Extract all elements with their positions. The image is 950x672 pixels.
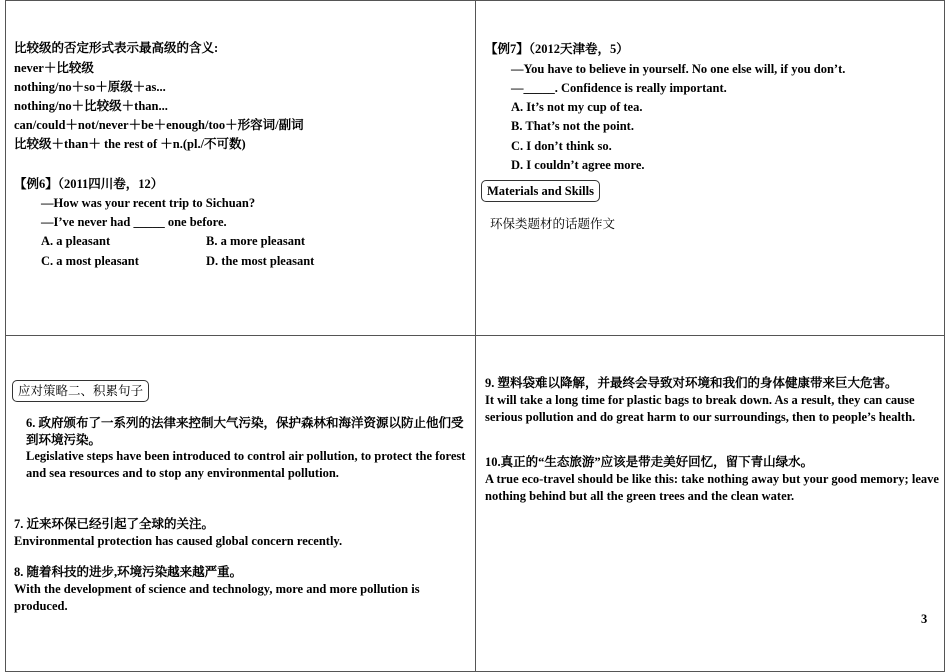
- rule-line: never＋比较级: [14, 61, 94, 75]
- option-d: D. I couldn’t agree more.: [511, 158, 645, 172]
- dialogue-line: —I’ve never had _____ one before.: [41, 215, 227, 229]
- option-d: D. the most pleasant: [206, 254, 315, 268]
- option-b: B. That’s not the point.: [511, 119, 634, 133]
- sentence-9-cn: 9. 塑料袋难以降解，并最终会导致对环境和我们的身体健康带来巨大危害。: [485, 376, 898, 390]
- option-c: C. a most pleasant: [41, 254, 139, 268]
- sentence-7-en: Environmental protection has caused global concern recently.: [14, 534, 343, 548]
- rule-line: nothing/no＋so＋原级＋as...: [14, 80, 166, 94]
- example-label: 【例6】（2011四川卷，12）: [14, 177, 164, 191]
- sentence-10-cn: 10.真正的“生态旅游”应该是带走美好回忆，留下青山绿水。: [485, 455, 814, 469]
- sentence-6-en: Legislative steps have been introduced to control air pollution, to protect the forest and sea resources and to stop any environmental pollution.: [26, 449, 466, 480]
- page-number: 3: [921, 612, 928, 626]
- option-a: A. It’s not my cup of tea.: [511, 100, 643, 114]
- sentence-7-cn: 7. 近来环保已经引起了全球的关注。: [14, 517, 215, 531]
- example-label: 【例7】（2012天津卷，5）: [485, 42, 629, 56]
- sentence-10-en: A true eco-travel should be like this: take nothing away but your good memory; leave nothing behind but all the green trees and the clean water.: [485, 472, 939, 503]
- dialogue-line: —_____. Confidence is really important.: [511, 81, 727, 95]
- rule-line: can/could＋not/never＋be＋enough/too＋形容词/副词: [14, 118, 304, 132]
- dialogue-line: —You have to believe in yourself. No one else will, if you don’t.: [511, 62, 846, 76]
- option-a: A. a pleasant: [41, 234, 111, 248]
- horizontal-divider: [5, 335, 945, 336]
- rule-line: nothing/no＋比较级＋than...: [14, 99, 168, 113]
- vertical-divider: [475, 0, 476, 672]
- sentence-9-en: It will take a long time for plastic bags to break down. As a result, they can cause serious pollution and do great harm to our surroundings, then to people’s health.: [485, 393, 916, 424]
- sentence-8-cn: 8. 随着科技的进步,环境污染越来越严重。: [14, 565, 243, 579]
- dialogue-line: —How was your recent trip to Sichuan?: [41, 196, 256, 210]
- rule-line: 比较级＋than＋ the rest of ＋n.(pl./不可数): [14, 137, 246, 151]
- option-c: C. I don’t think so.: [511, 139, 612, 153]
- topic-text: 环保类题材的话题作文: [490, 217, 616, 231]
- sentence-8-en: With the development of science and technology, more and more pollution is produced.: [14, 582, 420, 613]
- sentence-6-cn: 6. 政府颁布了一系列的法律来控制大气污染，保护森林和海洋资源以防止他们受到环境污染。: [26, 416, 464, 447]
- section-box-materials: Materials and Skills: [481, 180, 600, 202]
- section-box-strategy: 应对策略二、积累句子: [12, 380, 149, 402]
- option-b: B. a more pleasant: [206, 234, 306, 248]
- rule-line: 比较级的否定形式表示最高级的含义:: [14, 41, 219, 55]
